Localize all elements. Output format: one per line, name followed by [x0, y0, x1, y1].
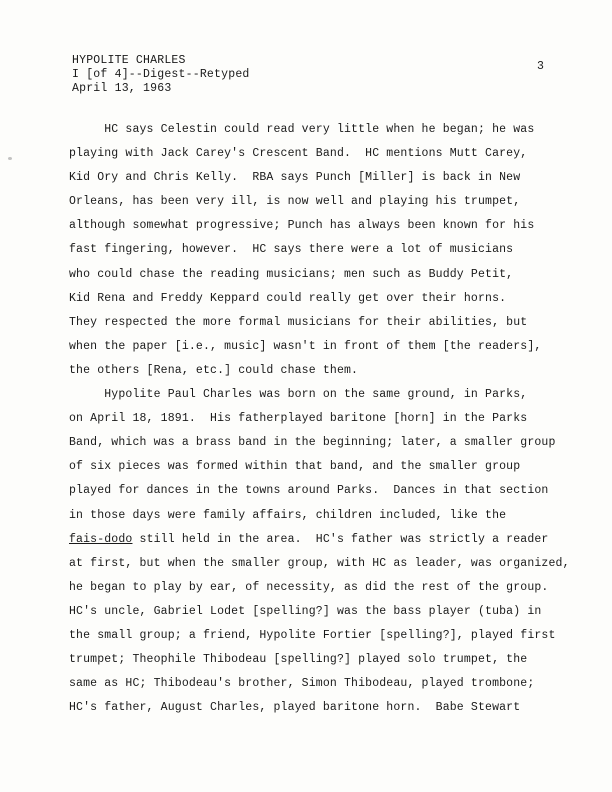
text-line: at first, but when the smaller group, with HC as leader, was organized, [69, 556, 570, 570]
text-line: playing with Jack Carey's Crescent Band. HC mentions Mutt Carey, [69, 147, 528, 161]
text-line: Kid Rena and Freddy Keppard could really get over their horns. [69, 291, 507, 305]
text-line: Kid Ory and Chris Kelly. RBA says Punch [Miller] is back in New [69, 171, 521, 185]
text-line: Hypolite Paul Charles was born on the same ground, in Parks, [69, 388, 528, 402]
header-date: April 13, 1963 [72, 82, 172, 95]
text-line: played for dances in the towns around Parks. Dances in that section [69, 484, 549, 498]
document-header [72, 54, 250, 96]
text-line: They respected the more formal musicians for their abilities, but [69, 315, 528, 329]
text-line: fast fingering, however. HC says there were a lot of musicians [69, 243, 514, 257]
text-line: HC's father, August Charles, played baritone horn. Babe Stewart [69, 701, 521, 715]
header-name: HYPOLITE CHARLES [72, 54, 186, 67]
text-line: the others [Rena, etc.] could chase them. [69, 363, 359, 377]
text-line: HC says Celestin could read very little when he began; he was [69, 123, 535, 136]
text-line: he began to play by ear, of necessity, as did the rest of the group. [69, 580, 549, 594]
text-line: although somewhat progressive; Punch has always been known for his [69, 219, 535, 233]
text-line: on April 18, 1891. His fatherplayed baritone [horn] in the Parks [69, 412, 528, 426]
header-reel: I [of 4]--Digest--Retyped [72, 68, 250, 81]
text-line: same as HC; Thibodeau's brother, Simon Thibodeau, played trombone; [69, 677, 535, 691]
text-line: when the paper [i.e., music] wasn't in front of them [the readers], [69, 339, 542, 353]
text-line: trumpet; Theophile Thibodeau [spelling?] played solo trumpet, the [69, 653, 528, 667]
text-line: HC's uncle, Gabriel Lodet [spelling?] was the bass player (tuba) in [69, 604, 542, 618]
body-text [69, 118, 589, 720]
text-line: who could chase the reading musicians; men such as Buddy Petit, [69, 267, 514, 281]
scan-speck [8, 157, 12, 160]
underlined-term: fais-dodo [69, 532, 133, 546]
text-line: fais-dodo still held in the area. HC's father was strictly a reader [69, 532, 549, 546]
text-line: in those days were family affairs, children included, like the [69, 508, 507, 522]
text-line: Band, which was a brass band in the beginning; later, a smaller group [69, 436, 556, 450]
page-number: 3 [537, 60, 544, 73]
text-line: Orleans, has been very ill, is now well and playing his trumpet, [69, 195, 521, 209]
text-line: of six pieces was formed within that band, and the smaller group [69, 460, 521, 474]
text-line: the small group; a friend, Hypolite Fortier [spelling?], played first [69, 628, 556, 642]
